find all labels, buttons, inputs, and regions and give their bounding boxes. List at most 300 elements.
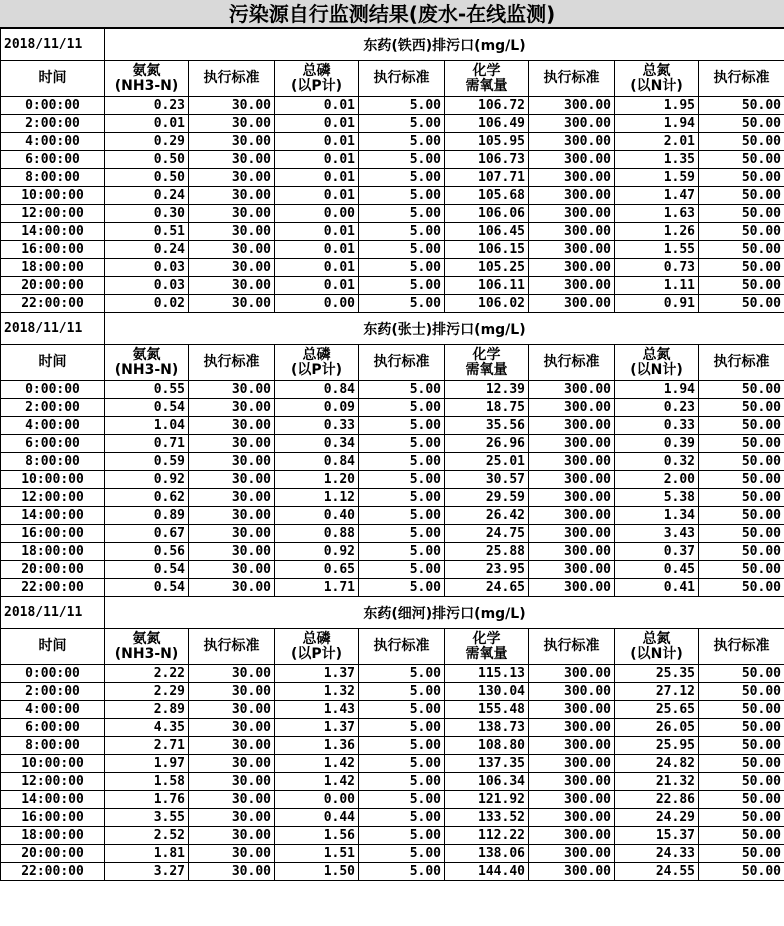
cell-nh3: 0.23 <box>105 97 189 115</box>
cell-tn-std: 50.00 <box>699 453 784 471</box>
table-row <box>1 755 784 773</box>
cell-tp-std: 5.00 <box>359 525 445 543</box>
cell-cod-std: 300.00 <box>529 205 615 223</box>
cell-tn-std: 50.00 <box>699 773 784 791</box>
cell-tn-std: 50.00 <box>699 827 784 845</box>
cell-time: 6:00:00 <box>1 435 105 453</box>
cell-time: 8:00:00 <box>1 737 105 755</box>
cell-cod-std: 300.00 <box>529 809 615 827</box>
cell-cod-std: 300.00 <box>529 399 615 417</box>
cell-cod-std: 300.00 <box>529 435 615 453</box>
cell-tn-std: 50.00 <box>699 791 784 809</box>
cell-time: 0:00:00 <box>1 97 105 115</box>
header-std: 执行标准 <box>699 345 784 381</box>
cell-nh3: 0.01 <box>105 115 189 133</box>
cell-time: 2:00:00 <box>1 399 105 417</box>
cell-tn-std: 50.00 <box>699 399 784 417</box>
report-title: 污染源自行监测结果(废水-在线监测) <box>0 0 784 28</box>
cell-nh3: 0.03 <box>105 259 189 277</box>
cell-tn: 0.91 <box>615 295 699 313</box>
cell-tp-std: 5.00 <box>359 755 445 773</box>
table-row <box>1 845 784 863</box>
table-row <box>1 579 784 597</box>
header-cod: 化学 需氧量 <box>445 629 529 665</box>
cell-cod-std: 300.00 <box>529 453 615 471</box>
table-row <box>1 665 784 683</box>
cell-nh3-std: 30.00 <box>189 471 275 489</box>
cell-nh3-std: 30.00 <box>189 435 275 453</box>
cell-nh3: 0.24 <box>105 241 189 259</box>
cell-tn-std: 50.00 <box>699 543 784 561</box>
table-row <box>1 701 784 719</box>
cell-time: 16:00:00 <box>1 525 105 543</box>
cell-nh3-std: 30.00 <box>189 97 275 115</box>
cell-tp-std: 5.00 <box>359 665 445 683</box>
header-tn: 总氮 (以N计) <box>615 61 699 97</box>
cell-cod: 106.11 <box>445 277 529 295</box>
cell-nh3-std: 30.00 <box>189 525 275 543</box>
cell-tn-std: 50.00 <box>699 241 784 259</box>
cell-cod: 23.95 <box>445 561 529 579</box>
table-row <box>1 683 784 701</box>
cell-tn: 1.95 <box>615 97 699 115</box>
cell-tp: 0.01 <box>275 259 359 277</box>
header-tn: 总氮 (以N计) <box>615 629 699 665</box>
cell-tp-std: 5.00 <box>359 435 445 453</box>
cell-tp: 1.51 <box>275 845 359 863</box>
cell-nh3: 1.04 <box>105 417 189 435</box>
cell-tn: 24.29 <box>615 809 699 827</box>
cell-nh3-std: 30.00 <box>189 543 275 561</box>
cell-cod: 24.65 <box>445 579 529 597</box>
cell-cod-std: 300.00 <box>529 701 615 719</box>
cell-nh3-std: 30.00 <box>189 791 275 809</box>
cell-time: 22:00:00 <box>1 295 105 313</box>
cell-tn: 1.63 <box>615 205 699 223</box>
cell-tn-std: 50.00 <box>699 701 784 719</box>
cell-tn: 1.94 <box>615 115 699 133</box>
table-row <box>1 259 784 277</box>
cell-nh3-std: 30.00 <box>189 809 275 827</box>
cell-tn-std: 50.00 <box>699 187 784 205</box>
cell-time: 20:00:00 <box>1 845 105 863</box>
cell-nh3-std: 30.00 <box>189 259 275 277</box>
cell-cod: 137.35 <box>445 755 529 773</box>
cell-cod: 30.57 <box>445 471 529 489</box>
cell-cod-std: 300.00 <box>529 507 615 525</box>
cell-cod: 106.02 <box>445 295 529 313</box>
cell-cod-std: 300.00 <box>529 381 615 399</box>
table-row <box>1 417 784 435</box>
table-row <box>1 791 784 809</box>
cell-cod-std: 300.00 <box>529 543 615 561</box>
cell-tp: 1.37 <box>275 665 359 683</box>
cell-cod-std: 300.00 <box>529 277 615 295</box>
cell-tn-std: 50.00 <box>699 471 784 489</box>
cell-nh3: 0.24 <box>105 187 189 205</box>
cell-tn: 0.33 <box>615 417 699 435</box>
cell-nh3: 1.76 <box>105 791 189 809</box>
cell-tp-std: 5.00 <box>359 791 445 809</box>
cell-cod: 25.01 <box>445 453 529 471</box>
cell-tp-std: 5.00 <box>359 115 445 133</box>
cell-time: 20:00:00 <box>1 277 105 295</box>
table-row <box>1 133 784 151</box>
cell-nh3: 0.30 <box>105 205 189 223</box>
cell-time: 14:00:00 <box>1 791 105 809</box>
cell-tp-std: 5.00 <box>359 97 445 115</box>
cell-nh3: 0.50 <box>105 151 189 169</box>
cell-nh3: 0.92 <box>105 471 189 489</box>
cell-tn-std: 50.00 <box>699 205 784 223</box>
cell-tn: 24.33 <box>615 845 699 863</box>
cell-nh3-std: 30.00 <box>189 507 275 525</box>
cell-nh3: 2.89 <box>105 701 189 719</box>
cell-tn: 24.82 <box>615 755 699 773</box>
cell-cod-std: 300.00 <box>529 489 615 507</box>
cell-time: 22:00:00 <box>1 863 105 881</box>
cell-tn-std: 50.00 <box>699 737 784 755</box>
cell-nh3-std: 30.00 <box>189 561 275 579</box>
cell-tp-std: 5.00 <box>359 845 445 863</box>
cell-cod: 107.71 <box>445 169 529 187</box>
cell-tp: 0.01 <box>275 241 359 259</box>
cell-cod-std: 300.00 <box>529 755 615 773</box>
cell-time: 0:00:00 <box>1 665 105 683</box>
table-row <box>1 435 784 453</box>
cell-nh3: 0.71 <box>105 435 189 453</box>
cell-cod: 121.92 <box>445 791 529 809</box>
cell-cod: 106.73 <box>445 151 529 169</box>
cell-cod-std: 300.00 <box>529 259 615 277</box>
cell-tn-std: 50.00 <box>699 809 784 827</box>
cell-tn-std: 50.00 <box>699 97 784 115</box>
cell-nh3: 1.58 <box>105 773 189 791</box>
cell-nh3-std: 30.00 <box>189 187 275 205</box>
cell-nh3-std: 30.00 <box>189 453 275 471</box>
cell-tn-std: 50.00 <box>699 115 784 133</box>
cell-tn-std: 50.00 <box>699 755 784 773</box>
cell-cod-std: 300.00 <box>529 561 615 579</box>
cell-cod: 106.15 <box>445 241 529 259</box>
cell-tp-std: 5.00 <box>359 809 445 827</box>
cell-tp: 0.92 <box>275 543 359 561</box>
cell-cod: 106.34 <box>445 773 529 791</box>
cell-tp: 1.36 <box>275 737 359 755</box>
section-date: 2018/11/11 <box>1 597 105 629</box>
cell-cod: 35.56 <box>445 417 529 435</box>
cell-cod-std: 300.00 <box>529 737 615 755</box>
cell-cod: 29.59 <box>445 489 529 507</box>
table-row <box>1 399 784 417</box>
cell-tn-std: 50.00 <box>699 719 784 737</box>
cell-tp: 0.84 <box>275 381 359 399</box>
column-header-row <box>1 61 784 97</box>
cell-tp-std: 5.00 <box>359 205 445 223</box>
cell-time: 20:00:00 <box>1 561 105 579</box>
cell-nh3: 1.81 <box>105 845 189 863</box>
cell-tn-std: 50.00 <box>699 665 784 683</box>
cell-cod: 155.48 <box>445 701 529 719</box>
cell-tn-std: 50.00 <box>699 507 784 525</box>
cell-tn-std: 50.00 <box>699 525 784 543</box>
table-row <box>1 543 784 561</box>
cell-cod-std: 300.00 <box>529 169 615 187</box>
cell-cod-std: 300.00 <box>529 719 615 737</box>
cell-tn-std: 50.00 <box>699 863 784 881</box>
cell-cod-std: 300.00 <box>529 471 615 489</box>
cell-tp: 0.01 <box>275 151 359 169</box>
cell-nh3: 0.59 <box>105 453 189 471</box>
cell-tp-std: 5.00 <box>359 453 445 471</box>
cell-tp: 0.01 <box>275 115 359 133</box>
cell-tn: 3.43 <box>615 525 699 543</box>
cell-nh3-std: 30.00 <box>189 241 275 259</box>
cell-cod: 106.06 <box>445 205 529 223</box>
header-std: 执行标准 <box>529 345 615 381</box>
section-date: 2018/11/11 <box>1 29 105 61</box>
cell-nh3: 0.56 <box>105 543 189 561</box>
cell-tn: 0.39 <box>615 435 699 453</box>
cell-time: 10:00:00 <box>1 755 105 773</box>
header-std: 执行标准 <box>359 61 445 97</box>
cell-tp-std: 5.00 <box>359 399 445 417</box>
cell-tn: 1.94 <box>615 381 699 399</box>
cell-cod: 138.06 <box>445 845 529 863</box>
cell-nh3-std: 30.00 <box>189 773 275 791</box>
cell-nh3-std: 30.00 <box>189 277 275 295</box>
header-std: 执行标准 <box>189 61 275 97</box>
cell-tn: 5.38 <box>615 489 699 507</box>
header-cod: 化学 需氧量 <box>445 345 529 381</box>
cell-cod: 106.72 <box>445 97 529 115</box>
cell-tp: 0.00 <box>275 205 359 223</box>
cell-tn-std: 50.00 <box>699 417 784 435</box>
cell-tp: 0.00 <box>275 295 359 313</box>
header-tn: 总氮 (以N计) <box>615 345 699 381</box>
table-row <box>1 115 784 133</box>
cell-cod-std: 300.00 <box>529 115 615 133</box>
cell-nh3: 1.97 <box>105 755 189 773</box>
cell-tn-std: 50.00 <box>699 223 784 241</box>
cell-tn-std: 50.00 <box>699 489 784 507</box>
cell-nh3: 4.35 <box>105 719 189 737</box>
cell-nh3: 0.51 <box>105 223 189 241</box>
cell-tp-std: 5.00 <box>359 381 445 399</box>
cell-tn: 25.95 <box>615 737 699 755</box>
cell-cod-std: 300.00 <box>529 791 615 809</box>
cell-tn-std: 50.00 <box>699 435 784 453</box>
cell-tn: 24.55 <box>615 863 699 881</box>
cell-tn: 15.37 <box>615 827 699 845</box>
cell-cod: 105.95 <box>445 133 529 151</box>
cell-tp-std: 5.00 <box>359 241 445 259</box>
cell-tn-std: 50.00 <box>699 845 784 863</box>
column-header-row <box>1 345 784 381</box>
cell-cod-std: 300.00 <box>529 187 615 205</box>
section-site-row <box>1 313 784 345</box>
cell-tn: 26.05 <box>615 719 699 737</box>
cell-time: 14:00:00 <box>1 223 105 241</box>
cell-time: 10:00:00 <box>1 187 105 205</box>
cell-tn: 1.47 <box>615 187 699 205</box>
cell-time: 12:00:00 <box>1 489 105 507</box>
cell-tp: 1.50 <box>275 863 359 881</box>
section-site-name: 东药(细河)排污口(mg/L) <box>105 597 784 629</box>
cell-time: 4:00:00 <box>1 701 105 719</box>
cell-cod: 25.88 <box>445 543 529 561</box>
header-std: 执行标准 <box>529 61 615 97</box>
table-row <box>1 381 784 399</box>
header-std: 执行标准 <box>189 629 275 665</box>
cell-tn: 0.41 <box>615 579 699 597</box>
cell-tp-std: 5.00 <box>359 737 445 755</box>
cell-nh3: 3.27 <box>105 863 189 881</box>
cell-time: 2:00:00 <box>1 115 105 133</box>
cell-cod-std: 300.00 <box>529 133 615 151</box>
cell-nh3: 2.22 <box>105 665 189 683</box>
cell-cod-std: 300.00 <box>529 151 615 169</box>
cell-tp-std: 5.00 <box>359 579 445 597</box>
header-tp: 总磷 (以P计) <box>275 345 359 381</box>
table-row <box>1 525 784 543</box>
cell-nh3-std: 30.00 <box>189 579 275 597</box>
cell-nh3: 0.02 <box>105 295 189 313</box>
cell-cod: 112.22 <box>445 827 529 845</box>
cell-tn: 1.34 <box>615 507 699 525</box>
cell-time: 6:00:00 <box>1 151 105 169</box>
cell-tp-std: 5.00 <box>359 543 445 561</box>
cell-cod: 108.80 <box>445 737 529 755</box>
cell-cod-std: 300.00 <box>529 97 615 115</box>
table-row <box>1 169 784 187</box>
header-nh3: 氨氮 (NH3-N) <box>105 629 189 665</box>
cell-tp: 1.42 <box>275 755 359 773</box>
cell-tn: 0.23 <box>615 399 699 417</box>
cell-nh3-std: 30.00 <box>189 381 275 399</box>
header-nh3: 氨氮 (NH3-N) <box>105 61 189 97</box>
table-row <box>1 241 784 259</box>
cell-time: 6:00:00 <box>1 719 105 737</box>
cell-tp: 0.44 <box>275 809 359 827</box>
cell-tp-std: 5.00 <box>359 259 445 277</box>
cell-cod-std: 300.00 <box>529 827 615 845</box>
header-cod: 化学 需氧量 <box>445 61 529 97</box>
cell-tn: 1.55 <box>615 241 699 259</box>
cell-tn: 25.65 <box>615 701 699 719</box>
cell-tp: 1.12 <box>275 489 359 507</box>
cell-nh3-std: 30.00 <box>189 417 275 435</box>
cell-nh3: 0.54 <box>105 561 189 579</box>
cell-cod: 144.40 <box>445 863 529 881</box>
cell-cod: 130.04 <box>445 683 529 701</box>
cell-nh3: 0.55 <box>105 381 189 399</box>
table-row <box>1 489 784 507</box>
header-time: 时间 <box>1 629 105 665</box>
cell-tp-std: 5.00 <box>359 507 445 525</box>
cell-tp: 0.01 <box>275 133 359 151</box>
header-time: 时间 <box>1 345 105 381</box>
cell-time: 4:00:00 <box>1 417 105 435</box>
cell-nh3: 0.54 <box>105 579 189 597</box>
cell-time: 18:00:00 <box>1 259 105 277</box>
cell-nh3: 0.62 <box>105 489 189 507</box>
header-std: 执行标准 <box>699 61 784 97</box>
table-row <box>1 277 784 295</box>
table-row <box>1 827 784 845</box>
cell-nh3-std: 30.00 <box>189 169 275 187</box>
cell-tp-std: 5.00 <box>359 561 445 579</box>
cell-time: 12:00:00 <box>1 205 105 223</box>
cell-tn: 2.01 <box>615 133 699 151</box>
cell-tn-std: 50.00 <box>699 133 784 151</box>
monitoring-table <box>0 28 784 881</box>
cell-tn: 1.26 <box>615 223 699 241</box>
cell-tn: 2.00 <box>615 471 699 489</box>
cell-time: 8:00:00 <box>1 453 105 471</box>
table-row <box>1 471 784 489</box>
cell-cod-std: 300.00 <box>529 295 615 313</box>
cell-nh3-std: 30.00 <box>189 295 275 313</box>
cell-tp: 0.01 <box>275 97 359 115</box>
header-time: 时间 <box>1 61 105 97</box>
table-row <box>1 561 784 579</box>
header-std: 执行标准 <box>359 345 445 381</box>
cell-time: 4:00:00 <box>1 133 105 151</box>
table-row <box>1 737 784 755</box>
header-tp: 总磷 (以P计) <box>275 61 359 97</box>
cell-tp-std: 5.00 <box>359 701 445 719</box>
cell-tp: 1.20 <box>275 471 359 489</box>
cell-tp: 1.32 <box>275 683 359 701</box>
table-row <box>1 151 784 169</box>
cell-nh3: 2.29 <box>105 683 189 701</box>
cell-tp-std: 5.00 <box>359 277 445 295</box>
table-row <box>1 295 784 313</box>
cell-nh3: 0.89 <box>105 507 189 525</box>
header-tp: 总磷 (以P计) <box>275 629 359 665</box>
cell-nh3-std: 30.00 <box>189 151 275 169</box>
cell-cod: 12.39 <box>445 381 529 399</box>
cell-tp: 0.34 <box>275 435 359 453</box>
cell-tp: 0.33 <box>275 417 359 435</box>
cell-time: 2:00:00 <box>1 683 105 701</box>
cell-time: 18:00:00 <box>1 543 105 561</box>
cell-tp-std: 5.00 <box>359 417 445 435</box>
cell-tp: 1.56 <box>275 827 359 845</box>
section-site-name: 东药(张士)排污口(mg/L) <box>105 313 784 345</box>
table-row <box>1 187 784 205</box>
cell-tn-std: 50.00 <box>699 579 784 597</box>
cell-tp: 0.01 <box>275 187 359 205</box>
cell-cod: 24.75 <box>445 525 529 543</box>
cell-tp-std: 5.00 <box>359 827 445 845</box>
section-date: 2018/11/11 <box>1 313 105 345</box>
cell-nh3-std: 30.00 <box>189 399 275 417</box>
cell-nh3: 0.03 <box>105 277 189 295</box>
cell-cod-std: 300.00 <box>529 579 615 597</box>
cell-tp: 0.09 <box>275 399 359 417</box>
cell-tp-std: 5.00 <box>359 471 445 489</box>
cell-cod-std: 300.00 <box>529 525 615 543</box>
cell-nh3-std: 30.00 <box>189 205 275 223</box>
cell-tp: 0.65 <box>275 561 359 579</box>
cell-cod-std: 300.00 <box>529 665 615 683</box>
cell-nh3-std: 30.00 <box>189 827 275 845</box>
cell-cod-std: 300.00 <box>529 683 615 701</box>
section-site-name: 东药(铁西)排污口(mg/L) <box>105 29 784 61</box>
cell-nh3-std: 30.00 <box>189 719 275 737</box>
